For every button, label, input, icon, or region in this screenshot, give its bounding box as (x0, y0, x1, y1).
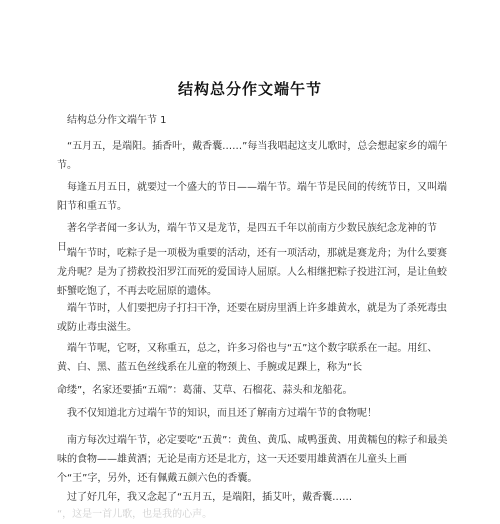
paragraph-3: 著名学者闻一多认为，端午节又是龙节，是四五千年以前南方少数民族纪念龙神的节日。 (57, 223, 437, 253)
paragraph-4: 端午节时，吃粽子是一项极为重要的活动，还有一项活动，那就是赛龙舟；为什么要赛龙舟呢？是为了捞救投汨罗江而死的爱国诗人屈原。人么相继把粽子投进江河，是让鱼蛟虾蟹吃饱了，不再去吃屈原的遗体。 (57, 248, 447, 297)
paragraph-7: 我不仅知道北方过端午节的知识，而且还了解南方过端午节的食物呢！ (67, 408, 377, 419)
paragraph-9: 过了好几年，我又念起了“五月五，是端阳，插艾叶，戴香囊…… (67, 492, 353, 503)
paragraph-8: 南方每次过端午节，必定要吃“五黄”：黄鱼、黄瓜、咸鸭蛋黄、用黄糯包的粽子和最美味的食物——雄黄酒；无论是南方还是北方，这一天还要用雄黄酒在儿童头上画个“王”字，另外，还有佩戴五颜六色的香囊。 (57, 435, 448, 484)
faded-footer-line: “，这是一首儿歌，也是我的心声。 (57, 509, 213, 520)
paragraph-5: 端午节时，人们要把房子打扫干净，还要在厨房里洒上许多雄黄水，就是为了杀死毒虫或防止毒虫滋生。 (57, 303, 447, 333)
document-subheading: 结构总分作文端午节 1 (67, 115, 167, 126)
paragraph-6: 端午节呢，它呀，又称重五，总之，许多习俗也与“五”这个数字联系在一起。用红、黄、白、黑、蓝五色丝线系在儿童的物颈上、手腕或足踝上，称为“长 (57, 343, 438, 373)
paragraph-1: “五月五，是端阳。插香叶，戴香囊……”每当我唱起这支儿歌时，总会想起家乡的端午节。 (57, 141, 448, 171)
paragraph-2: 每逢五月五日，就要过一个盛大的节日——端午节。端午节是民间的传统节日，又叫端阳节和重五节。 (57, 182, 447, 212)
document-title: 结构总分作文端午节 (177, 80, 322, 98)
paragraph-6-continued: 命缕”，名家还要插“五端”：葛蒲、艾草、石榴花、蒜头和龙船花。 (57, 385, 353, 396)
